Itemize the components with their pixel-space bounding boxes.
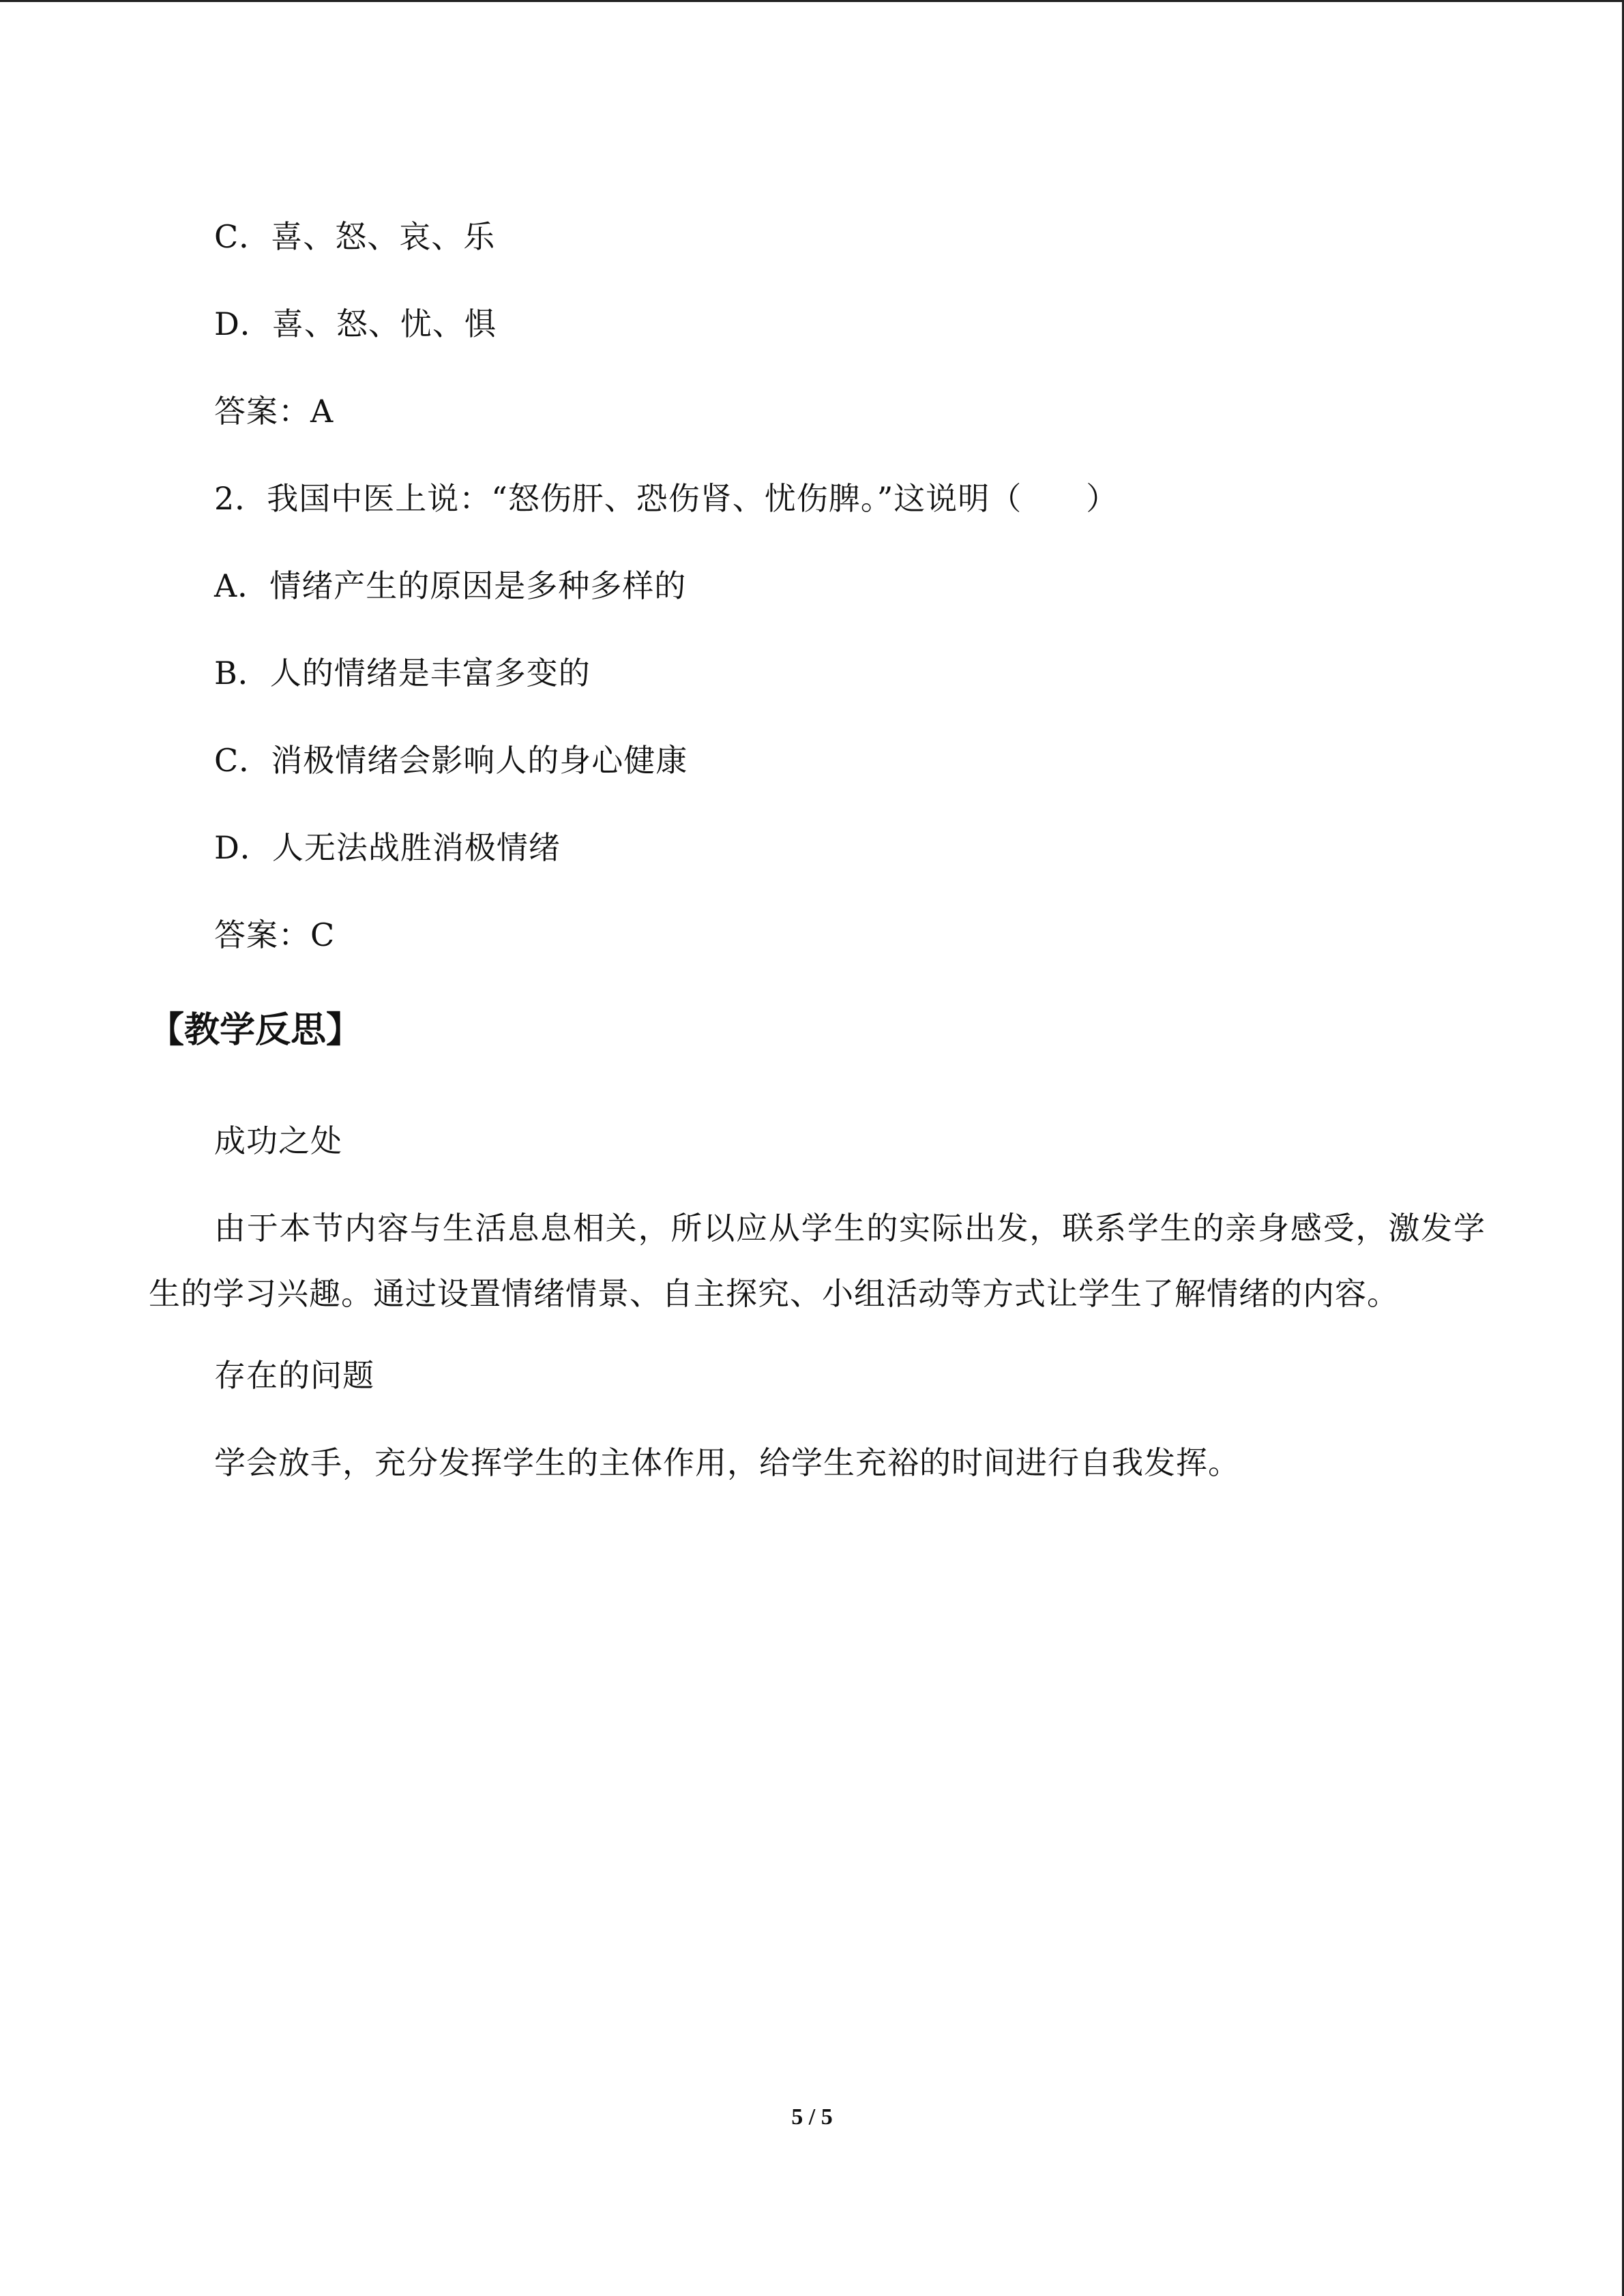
success-title: 成功之处 — [214, 1122, 342, 1159]
q2-stem: 2．我国中医上说：“怒伤肝、恐伤肾、忧伤脾。”这说明（ ） — [214, 480, 1119, 517]
q1-option-c: C．喜、怒、哀、乐 — [214, 218, 496, 255]
q1-answer: 答案：A — [214, 393, 334, 430]
page-number: 5 / 5 — [791, 2104, 833, 2130]
problem-paragraph: 学会放手，充分发挥学生的主体作用，给学生充裕的时间进行自我发挥。 — [214, 1444, 1240, 1481]
q2-answer: 答案：C — [214, 916, 336, 953]
q2-option-a: A．情绪产生的原因是多种多样的 — [214, 567, 687, 604]
q1-option-d: D．喜、怒、忧、惧 — [214, 305, 497, 342]
problem-title: 存在的问题 — [214, 1357, 374, 1394]
q2-option-b: B．人的情绪是丰富多变的 — [214, 655, 591, 691]
success-paragraph: 由于本节内容与生活息息相关，所以应从学生的实际出发，联系学生的亲身感受，激发学生的学习兴趣。通过设置情绪情景、自主探究、小组活动等方式让学生了解情绪的内容。 — [149, 1210, 1486, 1312]
section-heading-reflection: 【教学反思】 — [149, 1010, 362, 1051]
q2-option-d: D．人无法战胜消极情绪 — [214, 829, 561, 866]
q2-option-c: C．消极情绪会影响人的身心健康 — [214, 742, 688, 779]
